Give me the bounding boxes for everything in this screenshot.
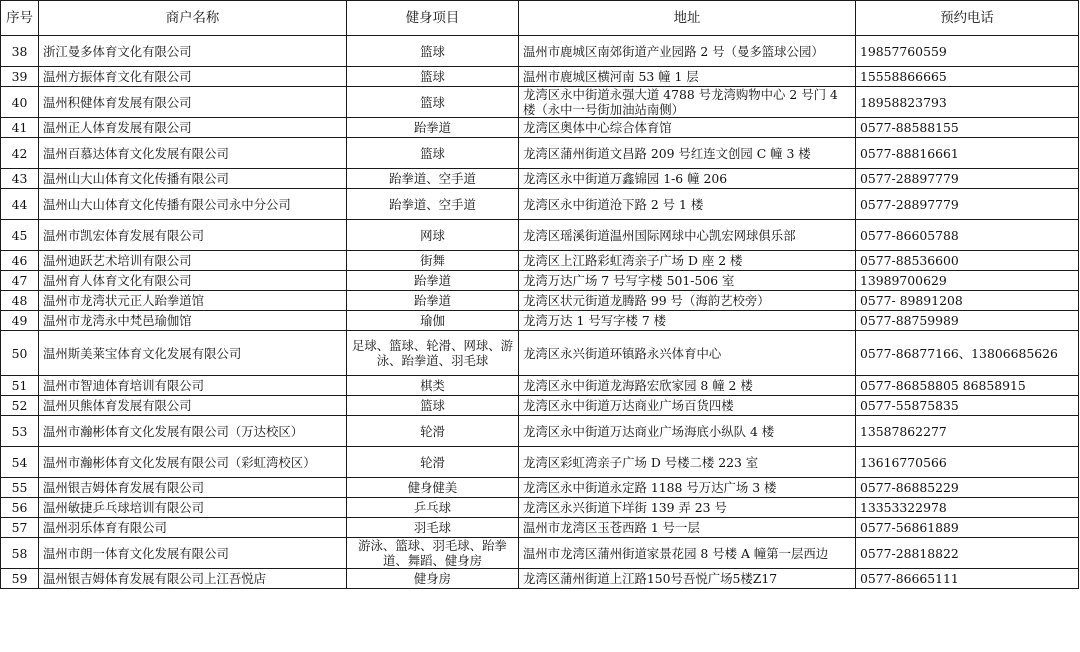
cell-merchant-name: 温州敏捷乒乓球培训有限公司 — [39, 498, 347, 518]
table-row — [1, 538, 1079, 569]
cell-no: 47 — [1, 271, 39, 291]
cell-no: 48 — [1, 291, 39, 311]
cell-no: 56 — [1, 498, 39, 518]
table-row — [1, 416, 1079, 447]
cell-merchant-name: 温州正人体育发展有限公司 — [39, 118, 347, 138]
cell-address: 龙湾区上江路彩虹湾亲子广场 D 座 2 楼 — [519, 251, 856, 271]
table-row — [1, 447, 1079, 478]
cell-address: 龙湾区永中街道永定路 1188 号万达广场 3 楼 — [519, 478, 856, 498]
cell-fitness-item: 篮球 — [347, 87, 519, 118]
cell-phone: 15558866665 — [856, 67, 1079, 87]
cell-no: 46 — [1, 251, 39, 271]
cell-address: 龙湾区永兴街道环镇路永兴体育中心 — [519, 331, 856, 376]
cell-no: 58 — [1, 538, 39, 569]
cell-address: 温州市鹿城区横河南 53 幢 1 层 — [519, 67, 856, 87]
cell-fitness-item: 跆拳道、空手道 — [347, 189, 519, 220]
cell-address: 龙湾区瑶溪街道温州国际网球中心凯宏网球俱乐部 — [519, 220, 856, 251]
cell-phone: 13616770566 — [856, 447, 1079, 478]
table-row — [1, 478, 1079, 498]
cell-address: 温州市龙湾区玉苍西路 1 号一层 — [519, 518, 856, 538]
cell-address: 龙湾区彩虹湾亲子广场 D 号楼二楼 223 室 — [519, 447, 856, 478]
cell-address: 龙湾万达 1 号写字楼 7 楼 — [519, 311, 856, 331]
cell-address: 龙湾区永中街道万达商业广场海底小纵队 4 楼 — [519, 416, 856, 447]
table-row — [1, 189, 1079, 220]
cell-fitness-item: 乒乓球 — [347, 498, 519, 518]
cell-merchant-name: 温州市龙湾状元正人跆拳道馆 — [39, 291, 347, 311]
cell-phone: 0577-55875835 — [856, 396, 1079, 416]
cell-merchant-name: 温州山大山体育文化传播有限公司永中分公司 — [39, 189, 347, 220]
table-row — [1, 138, 1079, 169]
cell-merchant-name: 温州市朗一体育文化发展有限公司 — [39, 538, 347, 569]
cell-no: 53 — [1, 416, 39, 447]
table-row — [1, 396, 1079, 416]
cell-no: 38 — [1, 36, 39, 67]
cell-phone: 0577-28897779 — [856, 189, 1079, 220]
table-row — [1, 498, 1079, 518]
cell-fitness-item: 游泳、篮球、羽毛球、跆拳道、舞蹈、健身房 — [347, 538, 519, 569]
cell-address: 龙湾区永中街道万达商业广场百货四楼 — [519, 396, 856, 416]
cell-phone: 13989700629 — [856, 271, 1079, 291]
cell-address: 龙湾区奥体中心综合体育馆 — [519, 118, 856, 138]
table-row — [1, 67, 1079, 87]
table-body — [1, 36, 1079, 589]
table-row — [1, 220, 1079, 251]
cell-merchant-name: 温州市智迪体育培训有限公司 — [39, 376, 347, 396]
cell-merchant-name: 温州百慕达体育文化发展有限公司 — [39, 138, 347, 169]
cell-fitness-item: 棋类 — [347, 376, 519, 396]
cell-phone: 19857760559 — [856, 36, 1079, 67]
cell-fitness-item: 跆拳道 — [347, 271, 519, 291]
cell-fitness-item: 轮滑 — [347, 447, 519, 478]
cell-no: 39 — [1, 67, 39, 87]
cell-address: 温州市鹿城区南郊街道产业园路 2 号（曼多篮球公园） — [519, 36, 856, 67]
cell-phone: 0577-86858805 86858915 — [856, 376, 1079, 396]
header-name: 商户名称 — [39, 1, 347, 36]
cell-merchant-name: 温州市凯宏体育发展有限公司 — [39, 220, 347, 251]
cell-address: 龙湾区永中街道龙海路宏欣家园 8 幢 2 楼 — [519, 376, 856, 396]
cell-phone: 0577-86605788 — [856, 220, 1079, 251]
cell-fitness-item: 羽毛球 — [347, 518, 519, 538]
cell-fitness-item: 篮球 — [347, 396, 519, 416]
cell-address: 龙湾区状元街道龙腾路 99 号（海韵艺校旁） — [519, 291, 856, 311]
cell-fitness-item: 跆拳道、空手道 — [347, 169, 519, 189]
header-item: 健身项目 — [347, 1, 519, 36]
cell-no: 44 — [1, 189, 39, 220]
cell-no: 42 — [1, 138, 39, 169]
cell-merchant-name: 浙江曼多体育文化有限公司 — [39, 36, 347, 67]
cell-phone: 0577-86877166、13806685626 — [856, 331, 1079, 376]
cell-merchant-name: 温州迪跃艺术培训有限公司 — [39, 251, 347, 271]
cell-merchant-name: 温州积健体育发展有限公司 — [39, 87, 347, 118]
cell-phone: 0577-88536600 — [856, 251, 1079, 271]
table-row — [1, 518, 1079, 538]
cell-address: 龙湾区永兴街道下垟街 139 弄 23 号 — [519, 498, 856, 518]
cell-fitness-item: 篮球 — [347, 138, 519, 169]
cell-no: 45 — [1, 220, 39, 251]
cell-address: 龙湾区永中街道万鑫锦园 1-6 幢 206 — [519, 169, 856, 189]
cell-merchant-name: 温州市瀚彬体育文化发展有限公司（彩虹湾校区） — [39, 447, 347, 478]
cell-phone: 0577-28897779 — [856, 169, 1079, 189]
cell-no: 57 — [1, 518, 39, 538]
cell-merchant-name: 温州斯美莱宝体育文化发展有限公司 — [39, 331, 347, 376]
cell-fitness-item: 足球、篮球、轮滑、网球、游泳、跆拳道、羽毛球 — [347, 331, 519, 376]
cell-phone: 0577- 89891208 — [856, 291, 1079, 311]
cell-no: 43 — [1, 169, 39, 189]
cell-merchant-name: 温州贝熊体育发展有限公司 — [39, 396, 347, 416]
header-address: 地址 — [519, 1, 856, 36]
cell-fitness-item: 健身健美 — [347, 478, 519, 498]
table-row — [1, 291, 1079, 311]
cell-no: 51 — [1, 376, 39, 396]
table-row — [1, 36, 1079, 67]
cell-phone: 0577-88588155 — [856, 118, 1079, 138]
cell-fitness-item: 跆拳道 — [347, 118, 519, 138]
table-row — [1, 87, 1079, 118]
cell-phone: 0577-88816661 — [856, 138, 1079, 169]
cell-fitness-item: 篮球 — [347, 67, 519, 87]
cell-address: 龙湾区蒲州街道上江路150号吾悦广场5楼Z17 — [519, 569, 856, 589]
cell-merchant-name: 温州市龙湾永中梵邑瑜伽馆 — [39, 311, 347, 331]
cell-merchant-name: 温州市瀚彬体育文化发展有限公司（万达校区） — [39, 416, 347, 447]
cell-phone: 18958823793 — [856, 87, 1079, 118]
cell-no: 40 — [1, 87, 39, 118]
cell-address: 温州市龙湾区蒲州街道家景花园 8 号楼 A 幢第一层西边 — [519, 538, 856, 569]
cell-merchant-name: 温州方振体育文化有限公司 — [39, 67, 347, 87]
header-row — [1, 1, 1079, 36]
cell-address: 龙湾区永中街道永强大道 4788 号龙湾购物中心 2 号门 4 楼（永中一号街加油站南侧） — [519, 87, 856, 118]
cell-phone: 0577-88759989 — [856, 311, 1079, 331]
table-row — [1, 118, 1079, 138]
cell-no: 52 — [1, 396, 39, 416]
cell-phone: 13353322978 — [856, 498, 1079, 518]
cell-no: 54 — [1, 447, 39, 478]
cell-phone: 0577-86665111 — [856, 569, 1079, 589]
table-row — [1, 251, 1079, 271]
cell-no: 41 — [1, 118, 39, 138]
table-row — [1, 376, 1079, 396]
header-no: 序号 — [1, 1, 39, 36]
cell-fitness-item: 跆拳道 — [347, 291, 519, 311]
cell-phone: 13587862277 — [856, 416, 1079, 447]
cell-no: 55 — [1, 478, 39, 498]
cell-no: 50 — [1, 331, 39, 376]
cell-fitness-item: 篮球 — [347, 36, 519, 67]
header-phone: 预约电话 — [856, 1, 1079, 36]
cell-address: 龙湾区永中街道沧下路 2 号 1 楼 — [519, 189, 856, 220]
cell-fitness-item: 网球 — [347, 220, 519, 251]
cell-fitness-item: 瑜伽 — [347, 311, 519, 331]
table-row — [1, 331, 1079, 376]
table-row — [1, 169, 1079, 189]
cell-merchant-name: 温州育人体育文化有限公司 — [39, 271, 347, 291]
cell-phone: 0577-86885229 — [856, 478, 1079, 498]
cell-phone: 0577-56861889 — [856, 518, 1079, 538]
cell-fitness-item: 轮滑 — [347, 416, 519, 447]
cell-fitness-item: 街舞 — [347, 251, 519, 271]
cell-merchant-name: 温州银吉姆体育发展有限公司 — [39, 478, 347, 498]
cell-address: 龙湾万达广场 7 号写字楼 501-506 室 — [519, 271, 856, 291]
table-row — [1, 569, 1079, 589]
table-row — [1, 271, 1079, 291]
table-row — [1, 311, 1079, 331]
cell-address: 龙湾区蒲州街道文昌路 209 号红连文创园 C 幢 3 楼 — [519, 138, 856, 169]
cell-merchant-name: 温州银吉姆体育发展有限公司上江吾悦店 — [39, 569, 347, 589]
cell-phone: 0577-28818822 — [856, 538, 1079, 569]
cell-fitness-item: 健身房 — [347, 569, 519, 589]
cell-merchant-name: 温州羽乐体育有限公司 — [39, 518, 347, 538]
cell-no: 59 — [1, 569, 39, 589]
cell-merchant-name: 温州山大山体育文化传播有限公司 — [39, 169, 347, 189]
cell-no: 49 — [1, 311, 39, 331]
